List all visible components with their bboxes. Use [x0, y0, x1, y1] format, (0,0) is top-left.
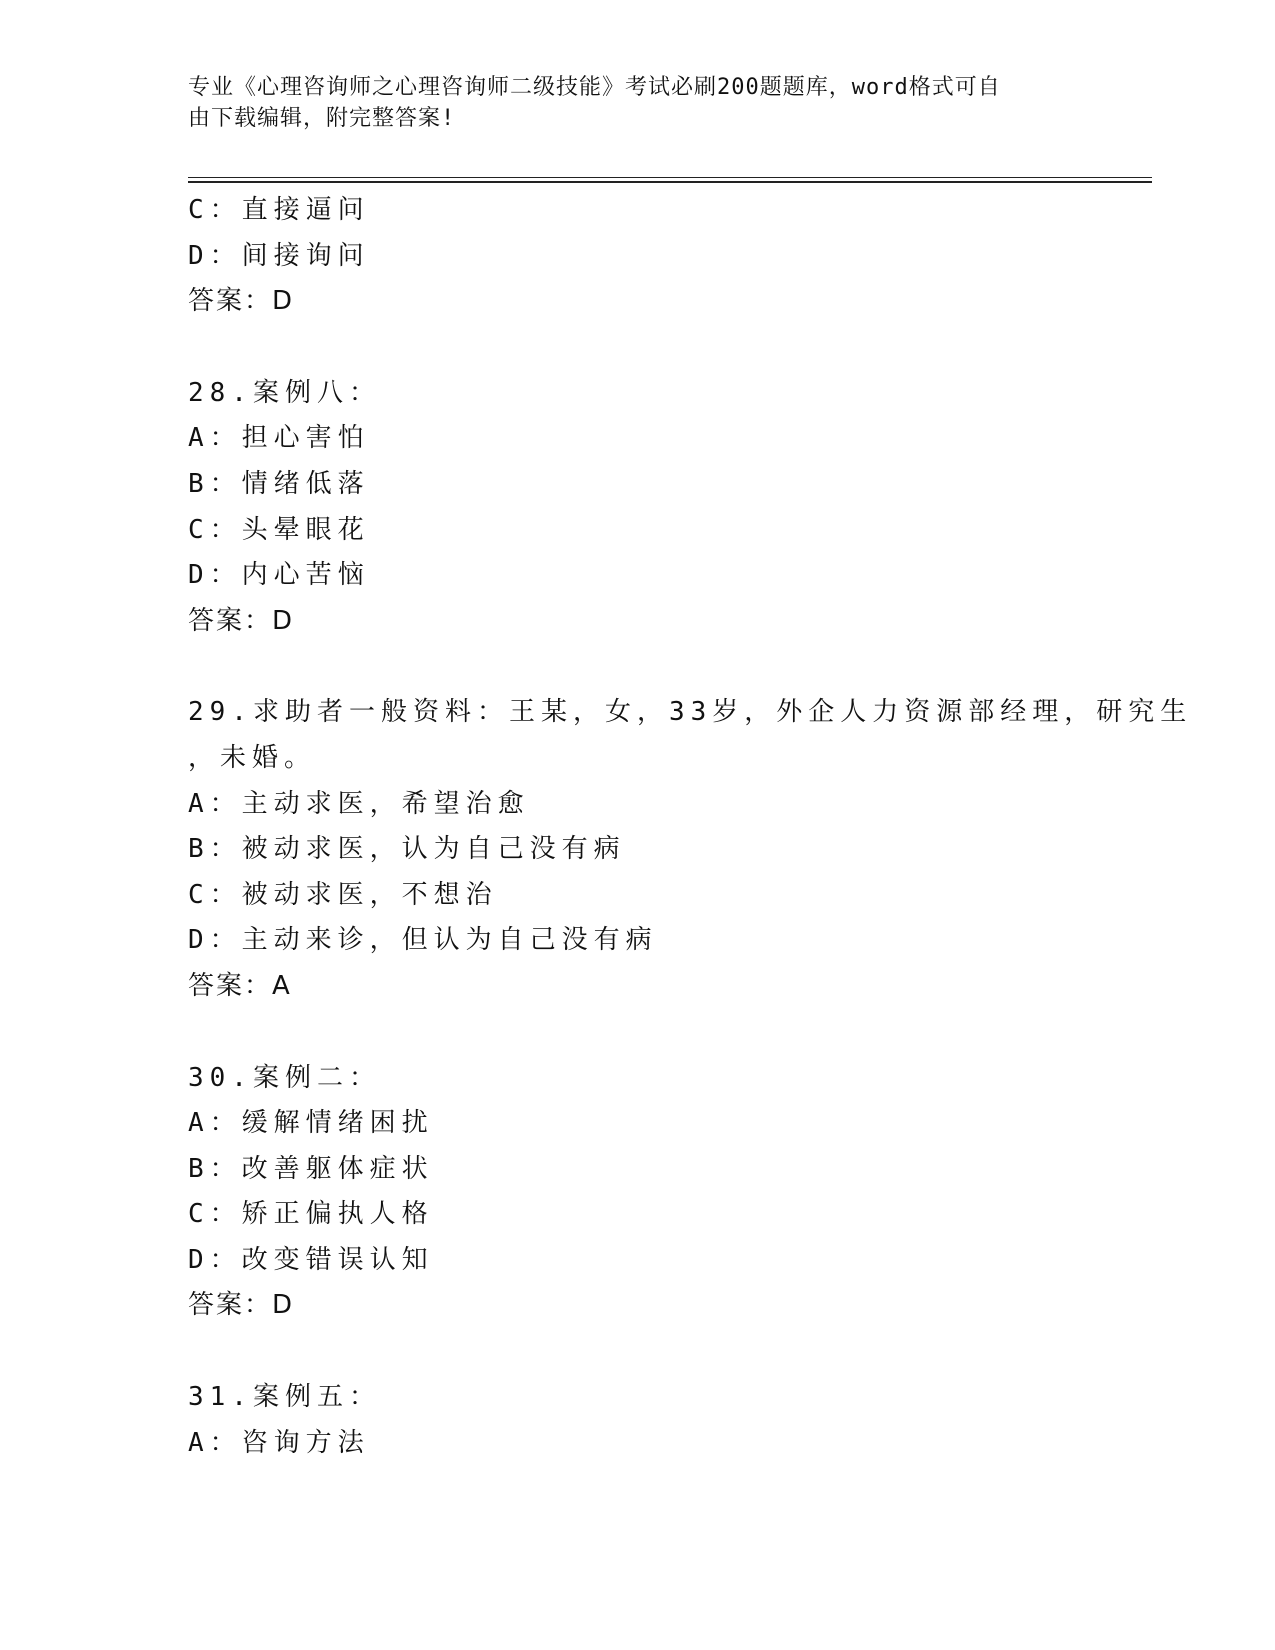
option-d: D：主动来诊，但认为自己没有病	[188, 925, 658, 956]
option-a: A：咨询方法	[188, 1427, 370, 1458]
option-a: A：缓解情绪困扰	[188, 1108, 434, 1139]
answer-line: 答案：D	[188, 286, 295, 317]
option-b: B：情绪低落	[188, 468, 370, 499]
question-title: 28.案例八：	[188, 377, 381, 408]
option-b: B：被动求医，认为自己没有病	[188, 834, 626, 865]
header-line-2: 由下载编辑，附完整答案!	[188, 106, 456, 131]
header-divider-thin	[188, 177, 1152, 178]
question-block-30	[188, 1056, 1088, 1330]
question-block-31	[188, 1375, 1088, 1466]
option-c: C：头晕眼花	[188, 514, 370, 545]
question-list	[188, 188, 1193, 1466]
question-title: 29.求助者一般资料：王某，女，33岁，外企人力资源部经理，研究生	[188, 697, 1193, 728]
option-d: D：间接询问	[188, 240, 370, 271]
option-c: C：矫正偏执人格	[188, 1199, 434, 1230]
question-title: 30.案例二：	[188, 1062, 381, 1093]
question-title-continued: ，未婚。	[188, 742, 317, 773]
option-b: B：改善躯体症状	[188, 1153, 434, 1184]
answer-line: 答案：D	[188, 605, 295, 636]
question-block-28	[188, 371, 1088, 645]
answer-line: 答案：A	[188, 970, 292, 1001]
option-d: D：内心苦恼	[188, 560, 370, 591]
option-a: A：担心害怕	[188, 423, 370, 454]
option-d: D：改变错误认知	[188, 1244, 434, 1275]
answer-line: 答案：D	[188, 1290, 295, 1321]
header-divider-thick	[188, 181, 1152, 183]
question-block-29	[188, 690, 1193, 1009]
option-c: C：直接逼问	[188, 195, 370, 225]
document-header	[188, 72, 1068, 134]
option-a: A：主动求医，希望治愈	[188, 788, 530, 819]
question-block-prev	[188, 188, 1088, 325]
option-c: C：被动求医，不想治	[188, 879, 498, 910]
question-title: 31.案例五：	[188, 1382, 381, 1413]
header-line-1: 专业《心理咨询师之心理咨询师二级技能》考试必刷200题题库，word格式可自	[188, 75, 1001, 100]
